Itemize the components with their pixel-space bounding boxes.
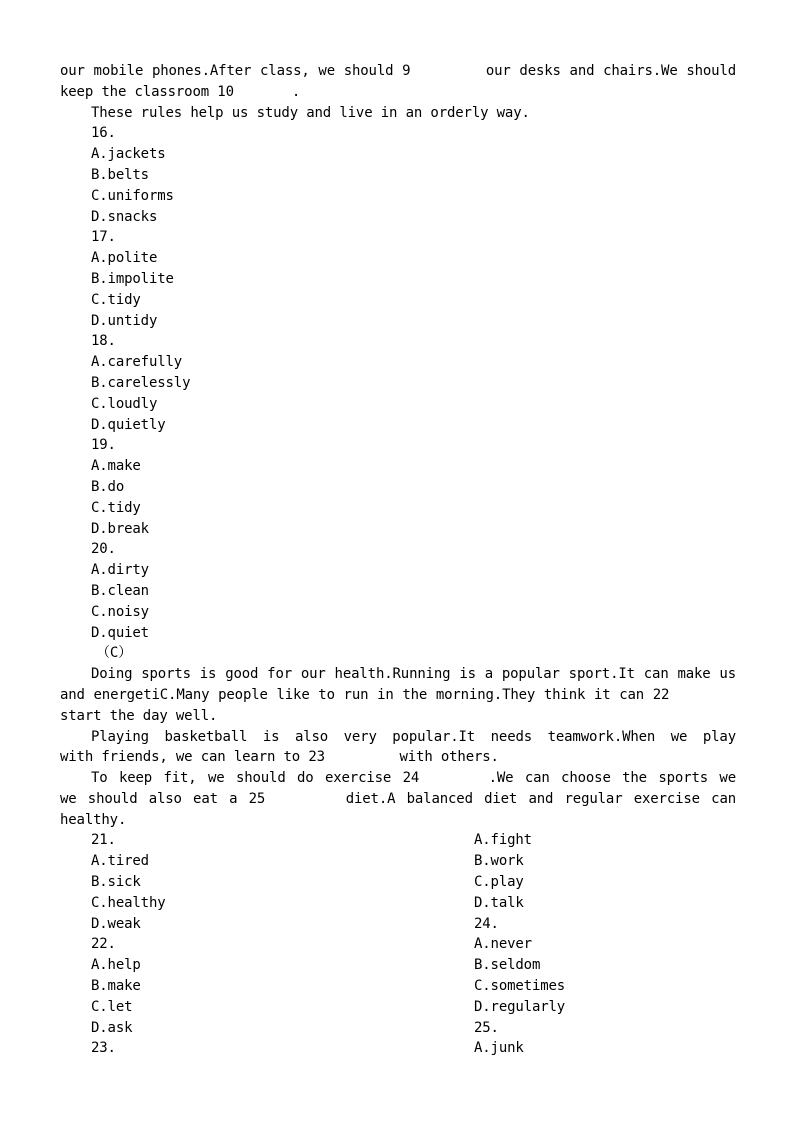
- answer-option: B.sick: [91, 874, 141, 891]
- questions-section-c: [60, 830, 736, 1059]
- passage-c-line: healthy.: [60, 811, 127, 828]
- answer-option: C.loudly: [91, 395, 158, 412]
- answer-option: A.tired: [91, 853, 149, 870]
- answer-option: B.belts: [91, 166, 149, 183]
- question-number: 24.: [474, 915, 499, 932]
- passage-c-line: start the day well.: [60, 707, 218, 724]
- passage-c-line: To keep fit, we should do exercise 24 .We can choose the sports we: [91, 770, 736, 787]
- answer-option: A.never: [474, 936, 532, 953]
- answer-option: C.tidy: [91, 499, 141, 516]
- answer-option: B.carelessly: [91, 374, 191, 391]
- answer-option: C.uniforms: [91, 187, 174, 204]
- answer-option: B.make: [91, 978, 141, 995]
- question-number: 17.: [91, 229, 116, 246]
- passage-c-line: Doing sports is good for our health.Running is a popular sport.It can make us: [91, 666, 736, 683]
- answer-option: C.tidy: [91, 291, 141, 308]
- question-number: 23.: [91, 1040, 116, 1057]
- answer-option: C.noisy: [91, 603, 149, 620]
- passage-c-line: and energetiC.Many people like to run in the morning.They think it can 22: [60, 686, 670, 703]
- question-number: 25.: [474, 1019, 499, 1036]
- answer-option: D.quiet: [91, 624, 149, 641]
- answer-option: C.healthy: [91, 894, 166, 911]
- passage-b-line: our mobile phones.After class, we should 9 our desks and chairs.We should: [60, 63, 736, 79]
- passage-b-line: keep the classroom 10 .: [60, 83, 301, 100]
- answer-option: C.play: [474, 874, 524, 891]
- answer-option: B.do: [91, 478, 125, 495]
- document-page: [60, 61, 736, 1059]
- answer-option: D.untidy: [91, 312, 158, 329]
- answer-option: B.impolite: [91, 270, 174, 287]
- answer-option: A.fight: [474, 832, 532, 849]
- answer-option: A.make: [91, 458, 141, 475]
- answer-option: A.help: [91, 957, 141, 974]
- question-number: 21.: [91, 832, 116, 849]
- answer-option: D.break: [91, 520, 149, 537]
- answer-option: A.junk: [474, 1040, 524, 1057]
- passage-c-line: with friends, we can learn to 23 with others.: [60, 749, 499, 766]
- question-number: 20.: [91, 541, 116, 558]
- answer-option: A.dirty: [91, 562, 149, 579]
- passage-c-line: we should also eat a 25 diet.A balanced diet and regular exercise can: [60, 790, 736, 807]
- answer-option: D.regularly: [474, 998, 566, 1015]
- answer-option: A.polite: [91, 250, 158, 267]
- questions-right-column: [443, 830, 736, 1059]
- answer-option: D.quietly: [91, 416, 166, 433]
- section-c-label: （C）: [96, 645, 132, 662]
- answer-option: A.jackets: [91, 146, 166, 163]
- question-number: 16.: [91, 125, 116, 142]
- passage-c-line: Playing basketball is also very popular.It needs teamwork.When we play: [91, 728, 736, 745]
- answer-option: D.snacks: [91, 208, 158, 225]
- answer-option: C.let: [91, 998, 133, 1015]
- answer-option: B.work: [474, 853, 524, 870]
- questions-section-b: [60, 123, 736, 643]
- answer-option: D.ask: [91, 1019, 133, 1036]
- question-number: 22.: [91, 936, 116, 953]
- questions-left-column: [60, 830, 443, 1059]
- answer-option: D.weak: [91, 915, 141, 932]
- answer-option: D.talk: [474, 894, 524, 911]
- passage-b-line: These rules help us study and live in an orderly way.: [91, 104, 530, 121]
- question-number: 19.: [91, 437, 116, 454]
- question-number: 18.: [91, 333, 116, 350]
- answer-option: C.sometimes: [474, 978, 566, 995]
- answer-option: A.carefully: [91, 354, 183, 371]
- answer-option: B.clean: [91, 582, 149, 599]
- answer-option: B.seldom: [474, 957, 541, 974]
